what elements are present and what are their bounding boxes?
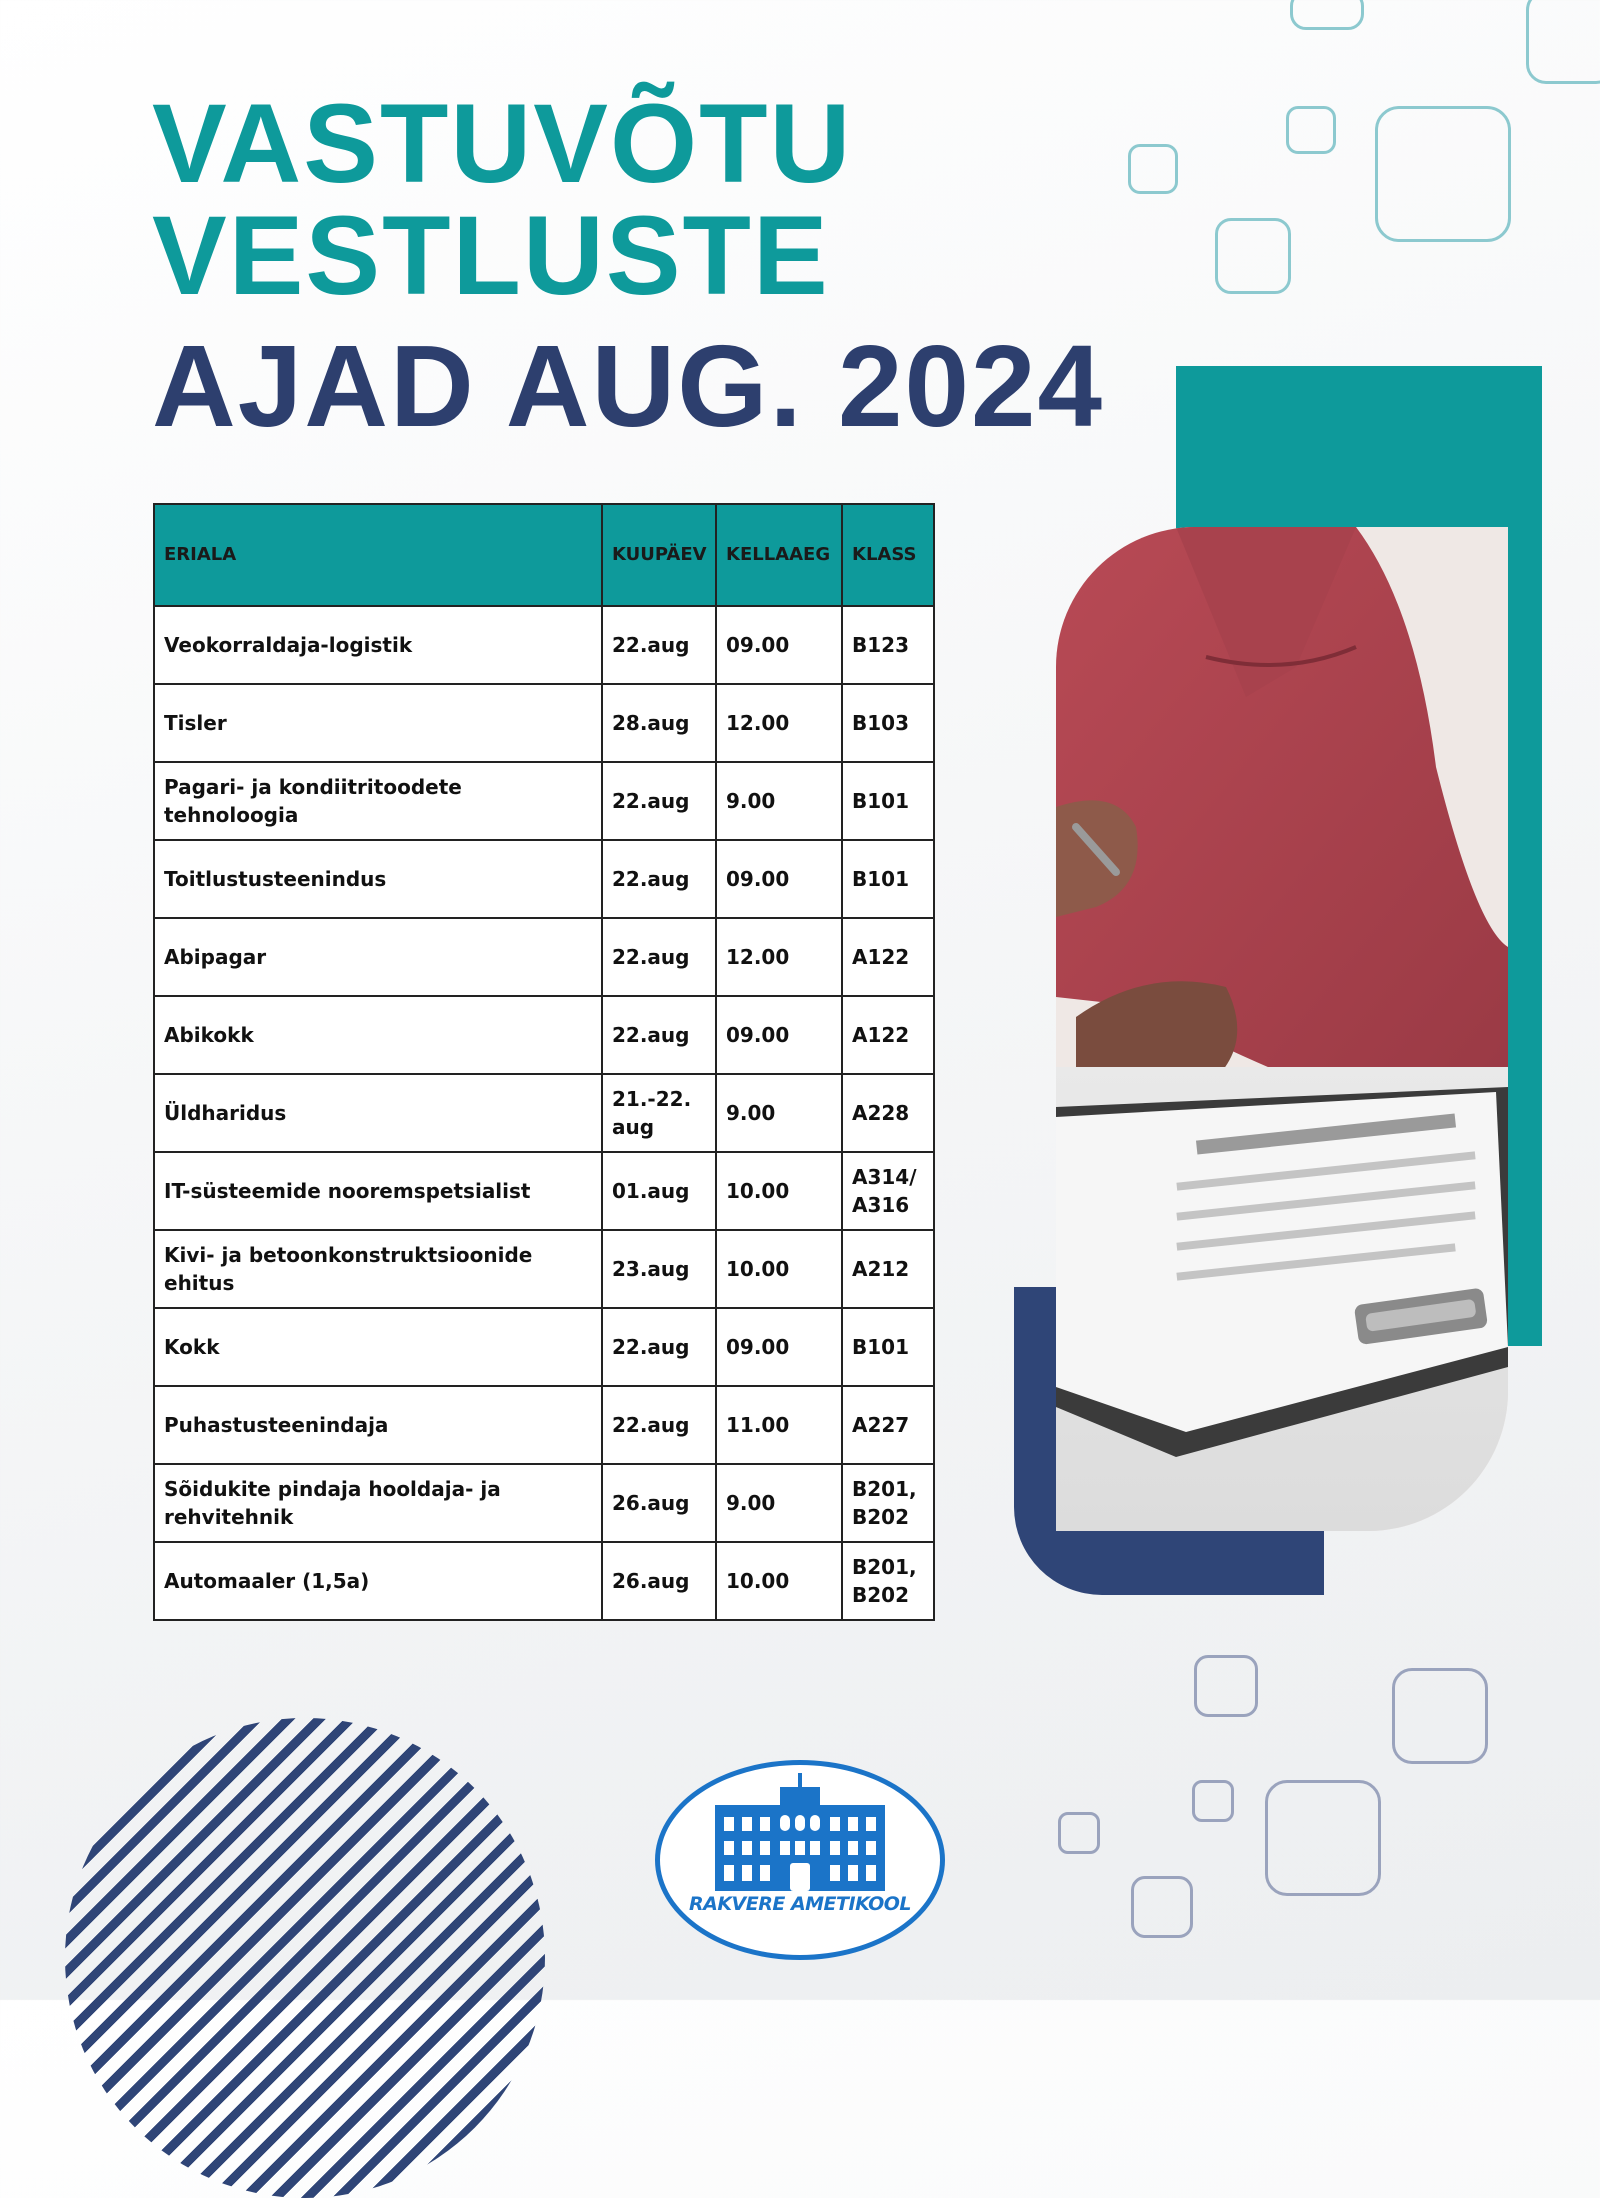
cell-kuupaev: 26.aug [602,1542,716,1620]
cell-kuupaev: 22.aug [602,840,716,918]
cell-klass: A122 [842,918,934,996]
cell-eriala: Pagari- ja kondiitritoodete tehnoloogia [154,762,602,840]
cell-klass: B101 [842,1308,934,1386]
decorative-square [1290,0,1364,30]
cell-kuupaev: 26.aug [602,1464,716,1542]
header-eriala: ERIALA [154,504,602,606]
cell-kuupaev: 21.-22. aug [602,1074,716,1152]
decorative-square [1215,218,1291,294]
cell-eriala: Toitlustusteenindus [154,840,602,918]
cell-eriala: Abikokk [154,996,602,1074]
cell-klass: B201, B202 [842,1464,934,1542]
striped-circle-decor [65,1718,545,2198]
decorative-square [1392,1668,1488,1764]
cell-kuupaev: 22.aug [602,1308,716,1386]
cell-kellaaeg: 9.00 [716,762,842,840]
interview-photo-illustration [1056,527,1508,1531]
decorative-square [1058,1812,1100,1854]
decorative-square [1192,1780,1234,1822]
cell-kuupaev: 22.aug [602,918,716,996]
cell-kellaaeg: 12.00 [716,684,842,762]
decorative-square [1375,106,1511,242]
cell-kellaaeg: 12.00 [716,918,842,996]
table-row [154,762,934,840]
cell-klass: B101 [842,762,934,840]
header-klass: KLASS [842,504,934,606]
cell-eriala: Puhastusteenindaja [154,1386,602,1464]
cell-kellaaeg: 09.00 [716,996,842,1074]
rakvere-ametikool-logo [655,1760,945,1960]
interview-photo [1056,527,1508,1531]
cell-klass: B123 [842,606,934,684]
decorative-square [1526,0,1600,84]
cell-kuupaev: 23.aug [602,1230,716,1308]
table-header-row [154,504,934,606]
table-row [154,918,934,996]
cell-eriala: IT-süsteemide nooremspetsialist [154,1152,602,1230]
cell-eriala: Sõidukite pindaja hooldaja- ja rehvitehnik [154,1464,602,1542]
cell-klass: A314/ A316 [842,1152,934,1230]
cell-eriala: Tisler [154,684,602,762]
table-row [154,840,934,918]
cell-eriala: Kokk [154,1308,602,1386]
cell-eriala: Automaaler (1,5a) [154,1542,602,1620]
cell-kellaaeg: 11.00 [716,1386,842,1464]
cell-klass: A228 [842,1074,934,1152]
cell-kuupaev: 22.aug [602,1386,716,1464]
header-kellaaeg: KELLAAEG [716,504,842,606]
cell-kuupaev: 01.aug [602,1152,716,1230]
cell-kellaaeg: 10.00 [716,1542,842,1620]
cell-kuupaev: 22.aug [602,996,716,1074]
table-row [154,1308,934,1386]
title-line-2: VESTLUSTE [152,193,830,318]
title-line-1: VASTUVÕTU [152,81,853,206]
cell-klass: B101 [842,840,934,918]
decorative-square [1128,144,1178,194]
cell-eriala: Abipagar [154,918,602,996]
cell-eriala: Veokorraldaja-logistik [154,606,602,684]
table-row [154,1230,934,1308]
cell-klass: B201, B202 [842,1542,934,1620]
cell-kellaaeg: 9.00 [716,1074,842,1152]
cell-klass: A122 [842,996,934,1074]
table-row [154,1542,934,1620]
logo-text: RAKVERE AMETIKOOL [688,1893,911,1915]
cell-kellaaeg: 09.00 [716,1308,842,1386]
table-row [154,1464,934,1542]
header-kuupaev: KUUPÄEV [602,504,716,606]
table-row [154,1074,934,1152]
table-row [154,684,934,762]
table-row [154,606,934,684]
decorative-square [1265,1780,1381,1896]
table-row [154,996,934,1074]
cell-kellaaeg: 10.00 [716,1152,842,1230]
cell-kellaaeg: 09.00 [716,606,842,684]
cell-kellaaeg: 10.00 [716,1230,842,1308]
cell-kellaaeg: 09.00 [716,840,842,918]
cell-kuupaev: 28.aug [602,684,716,762]
cell-eriala: Kivi- ja betoonkonstruktsioonide ehitus [154,1230,602,1308]
decorative-square [1286,106,1336,154]
cell-kuupaev: 22.aug [602,762,716,840]
cell-klass: B103 [842,684,934,762]
decorative-square [1131,1876,1193,1938]
table-row [154,1152,934,1230]
title-line-3: AJAD AUG. 2024 [152,321,1105,451]
schedule-table [153,503,935,1621]
decorative-square [1194,1655,1258,1717]
school-building-icon [660,1765,940,1955]
cell-eriala: Üldharidus [154,1074,602,1152]
cell-klass: A212 [842,1230,934,1308]
table-row [154,1386,934,1464]
cell-kellaaeg: 9.00 [716,1464,842,1542]
cell-kuupaev: 22.aug [602,606,716,684]
cell-klass: A227 [842,1386,934,1464]
